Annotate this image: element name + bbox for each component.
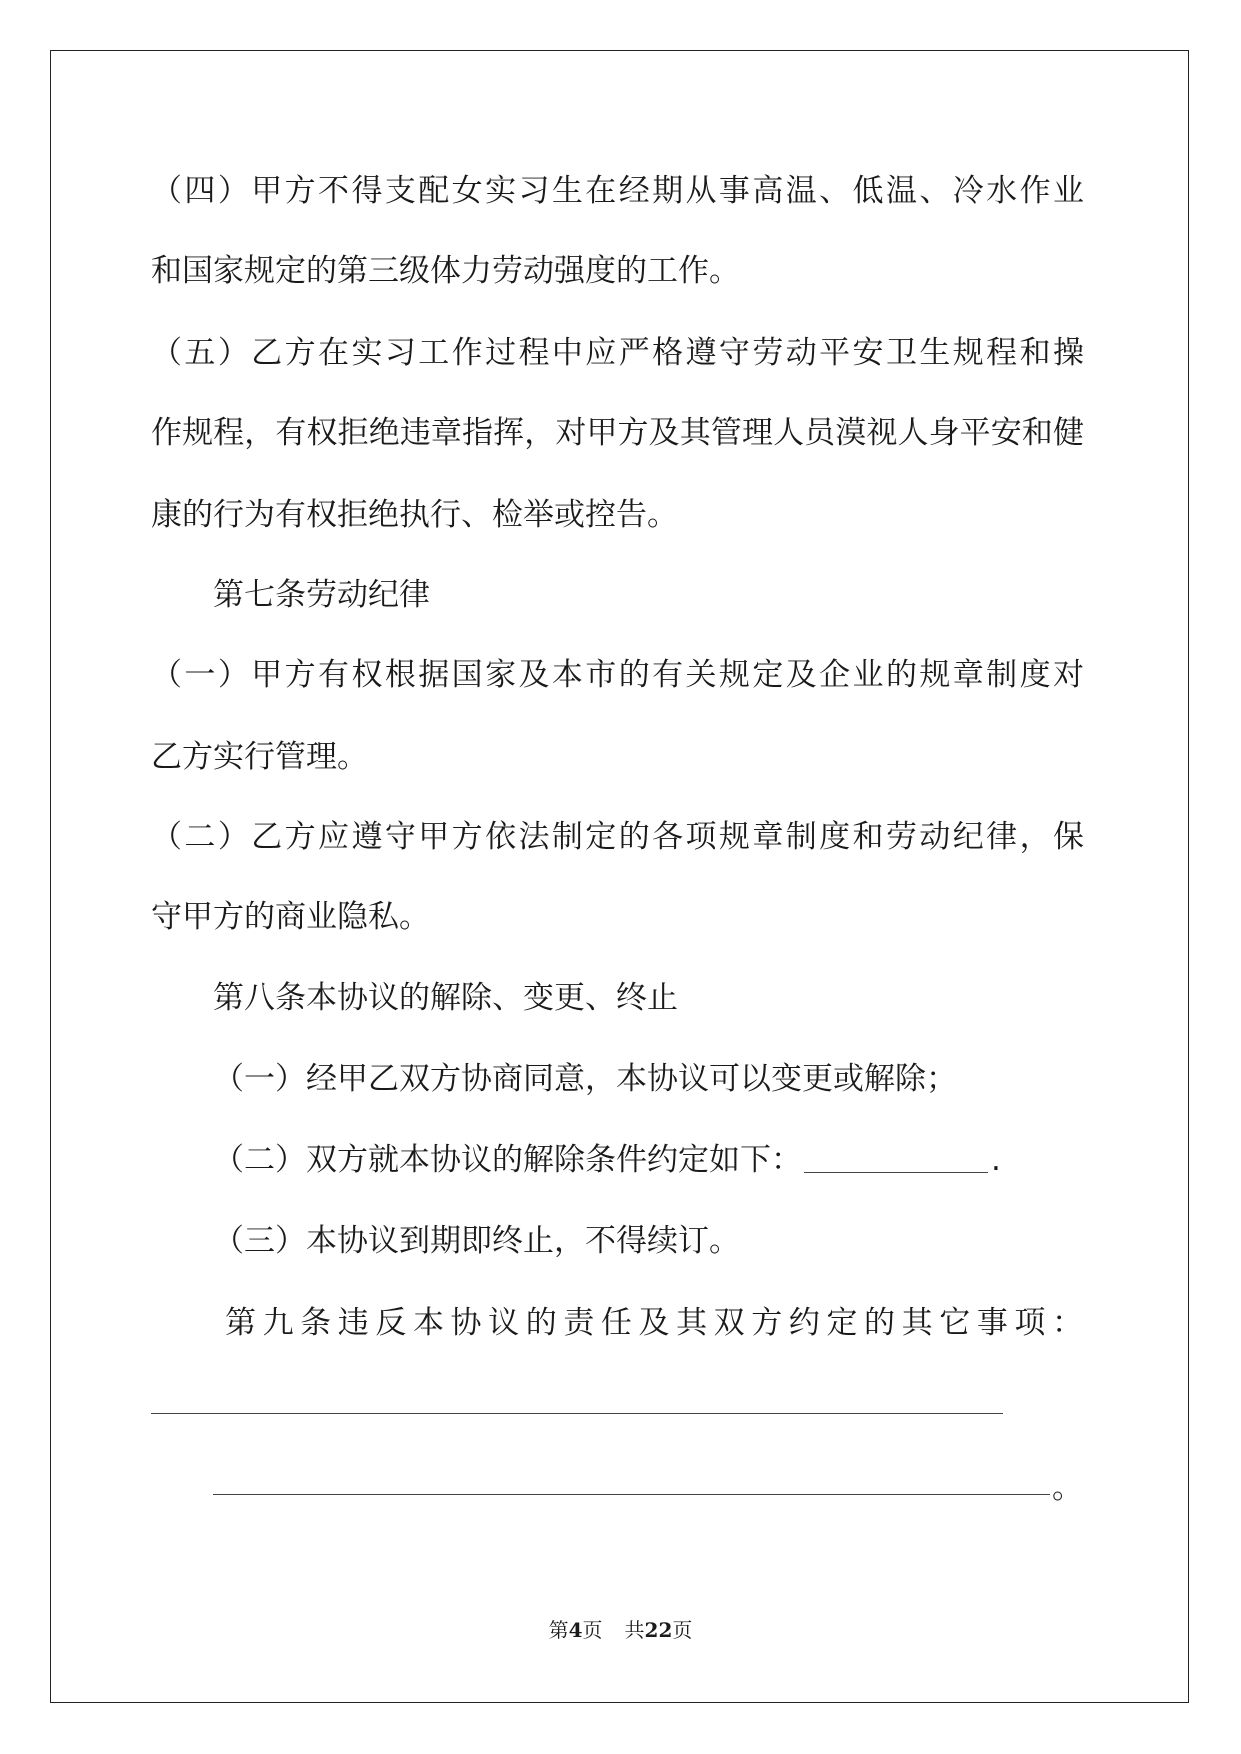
clause-5-line-2: 作规程，有权拒绝违章指挥，对甲方及其管理人员漠视人身平安和健: [151, 415, 1084, 451]
blank-end-period: .: [991, 1142, 1001, 1178]
article-8-item-3: （三）本协议到期即终止，不得续订。: [213, 1223, 740, 1259]
article-9-heading: 第九条违反本协议的责任及其双方约定的其它事项：: [225, 1305, 1083, 1341]
article-7-item-2-line-2: 守甲方的商业隐私。: [151, 899, 430, 935]
article-8-item-1: （一）经甲乙双方协商同意，本协议可以变更或解除；: [213, 1061, 957, 1097]
footer-page-suffix: 页: [582, 1618, 603, 1642]
closing-period: 。: [1052, 1470, 1083, 1506]
footer-total-prefix: 共: [624, 1618, 645, 1642]
clause-5-line-3: 康的行为有权拒绝执行、检举或控告。: [151, 497, 678, 533]
article-8-heading: 第八条本协议的解除、变更、终止: [213, 980, 678, 1016]
article-7-item-1-line-2: 乙方实行管理。: [151, 739, 368, 775]
blank-line-2: [213, 1494, 1050, 1495]
article-7-item-2-line-1: （二）乙方应遵守甲方依法制定的各项规章制度和劳动纪律，保: [151, 819, 1084, 855]
article-7-heading: 第七条劳动纪律: [213, 577, 430, 613]
fill-in-blank-line: [804, 1172, 988, 1173]
footer-total-number: 22: [644, 1618, 673, 1642]
footer-page-number: 4: [568, 1618, 583, 1642]
page-footer: [0, 1614, 1241, 1643]
page-border: [50, 50, 1189, 1703]
article-8-item-2: （二）双方就本协议的解除条件约定如下：: [213, 1142, 802, 1178]
footer-total-suffix: 页: [672, 1618, 693, 1642]
clause-4-line-1: （四）甲方不得支配女实习生在经期从事高温、低温、冷水作业: [151, 173, 1084, 209]
blank-line-1: [151, 1413, 1003, 1414]
article-7-item-1-line-1: （一）甲方有权根据国家及本市的有关规定及企业的规章制度对: [151, 657, 1084, 693]
footer-page-prefix: 第: [548, 1618, 569, 1642]
clause-4-line-2: 和国家规定的第三级体力劳动强度的工作。: [151, 253, 740, 289]
clause-5-line-1: （五）乙方在实习工作过程中应严格遵守劳动平安卫生规程和操: [151, 335, 1084, 371]
